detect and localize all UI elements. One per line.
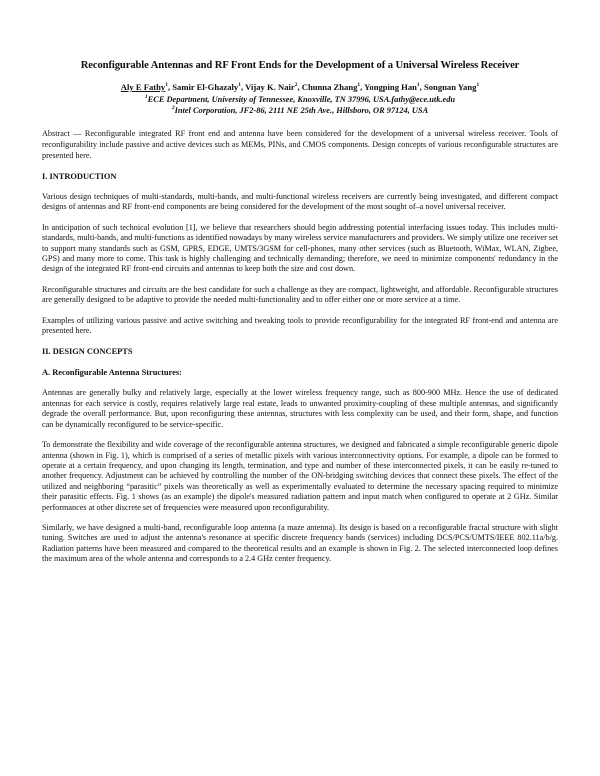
paper-page: [42, 60, 558, 565]
paragraph: Reconfigurable structures and circuits are the best candidate for such a challenge as they are compact, lightweight, and affordable. Reconfigurable structures are generally designed to be adaptive to provide the needed multi-functionality and to offer either one or more service at a time.: [42, 284, 558, 305]
paragraph: Antennas are generally bulky and relatively large, especially at the lower wireless frequency range, such as 800-900 MHz. Hence the use of dedicated antennas for each service is costly, requires relatively large real estate, leads to unwanted proximity-coupling of these multiple antennas, and significantly degrade the overall performance. But, upon reconfiguring these antennas, structures with less complexity can be used, and their form, shape, and function can be dynamically reconfigured to be service-specific.: [42, 388, 558, 429]
paragraph: Similarly, we have designed a multi-band, reconfigurable loop antenna (a maze antenna). Its design is based on a reconfigurable fractal structure with slight tuning. Switches are used to adjust the antenna's resonance at specific discrete frequency bands (services) including DCS/PCS/UMTS/IEEE 802.11a/b/g. Radiation patterns have been measured and compared to the theoretical results and an example is shown in Fig. 2. The selected interconnected loop defines the maximum area of the whole antenna and corresponds to a 2.4 GHz center frequency.: [42, 522, 558, 564]
affiliation-text: Intel Corporation, JF2-86, 2111 NE 25th Ave., Hillsboro, OR 97124, USA: [174, 106, 429, 115]
author-name: Chunna Zhang: [301, 82, 358, 92]
affiliation-mark: 2: [171, 105, 175, 112]
author-name: Yongping Han: [364, 82, 417, 92]
author-affil-mark: 2: [294, 82, 298, 89]
affiliation-2: [42, 105, 558, 116]
paragraph: To demonstrate the flexibility and wide coverage of the reconfigurable antenna structures, we designed and fabricated a simple reconfigurable generic dipole antenna (shown in Fig. 1), which is comprised of a series of metallic pixels with various interconnectivity options. For example, a dipole can be formed to operate at a certain frequency, and upon changing its length, termination, and type and number of these interconnected pixels, it can be easily re-tuned to another frequency. Adjustment can be achieved by controlling the number of the ON-bridging switching devices that connect these pixels. The effect of the utilized and neighboring “parasitic” pixels was theoretically as well as experimentally evaluated to determine the necessary spacing required to minimize their parasitic effects. Fig. 1 shows (as an example) the dipole's measured radiation pattern and input match when configured to operate at 2 GHz. Similar performances at other discrete set of frequencies were measured upon reconfigurability.: [42, 440, 558, 512]
paragraph: In anticipation of such technical evolution [1], we believe that researchers should begin addressing potential interfacing issues today. This includes multi-standards, multi-bands, and multi-functions as identified nowadays by many wireless service manufacturers and providers. We simply utilize one receiver set to support many standards such as GSM, GPRS, EDGE, UMTS/3GSM for cell-phones, many other services (such as Bluetooth, WiMax, WLAN, Zigbee, GPS) and many more to come. This task is highly challenging and technically demanding; therefore, we need to minimize components' redundancy in the design of the integrated RF front-end circuits and antennas to keep both the size and cost down.: [42, 222, 558, 274]
affiliation-1: [42, 94, 558, 105]
author-list: Aly E Fathy$^1$, Samir El-Ghazaly$^1$, Vijay K. Nair$^2$, Chunna Zhang$^1$, Yongping Han$^1$, Songnan Yang$^1$: [120, 82, 480, 92]
author-name: Vijay K. Nair: [245, 82, 295, 92]
author-affil-mark: 1: [238, 82, 241, 89]
paper-title: Reconfigurable Antennas and RF Front Ends for the Development of a Universal Wireless Receiver: [80, 60, 520, 71]
author-affil-mark: 1: [416, 82, 420, 89]
affiliation-mark: 1: [144, 94, 148, 101]
subsection-heading: A. Reconfigurable Antenna Structures:: [42, 368, 182, 378]
author-affil-mark: 1: [165, 82, 168, 89]
paragraph: Various design techniques of multi-standards, multi-bands, and multi-functional wireless receivers are currently being investigated, and different compact designs of antennas and RF front-end components are being considered for the development of the most sought of–a novel universal receiver.: [42, 192, 558, 212]
author-name: Songnan Yang: [423, 82, 477, 92]
author-name: Aly E Fathy: [120, 82, 166, 92]
paragraph: Examples of utilizing various passive and active switching and tweaking tools to provide reconfigurability for the integrated RF front-end and antenna are presented here.: [42, 315, 558, 336]
abstract: Abstract — Reconfigurable integrated RF front end and antenna have been considered for the development of a universal wireless receiver. Tools of reconfigurability include passive and active devices such as MEMs, PINs, and CMOS components. Design concepts of various reconfigurable structures are presented here.: [42, 129, 558, 160]
author-name: Samir El-Ghazaly: [172, 82, 239, 92]
author-affil-mark: 1: [357, 82, 361, 89]
affiliation-text: ECE Department, University of Tennessee, Knoxville, TN 37996, USA.fathy@ece.utk.edu: [147, 95, 456, 104]
section-heading-design-concepts: II. DESIGN CONCEPTS: [42, 347, 133, 357]
section-heading-introduction: I. INTRODUCTION: [42, 172, 117, 181]
author-affil-mark: 1: [476, 82, 480, 89]
